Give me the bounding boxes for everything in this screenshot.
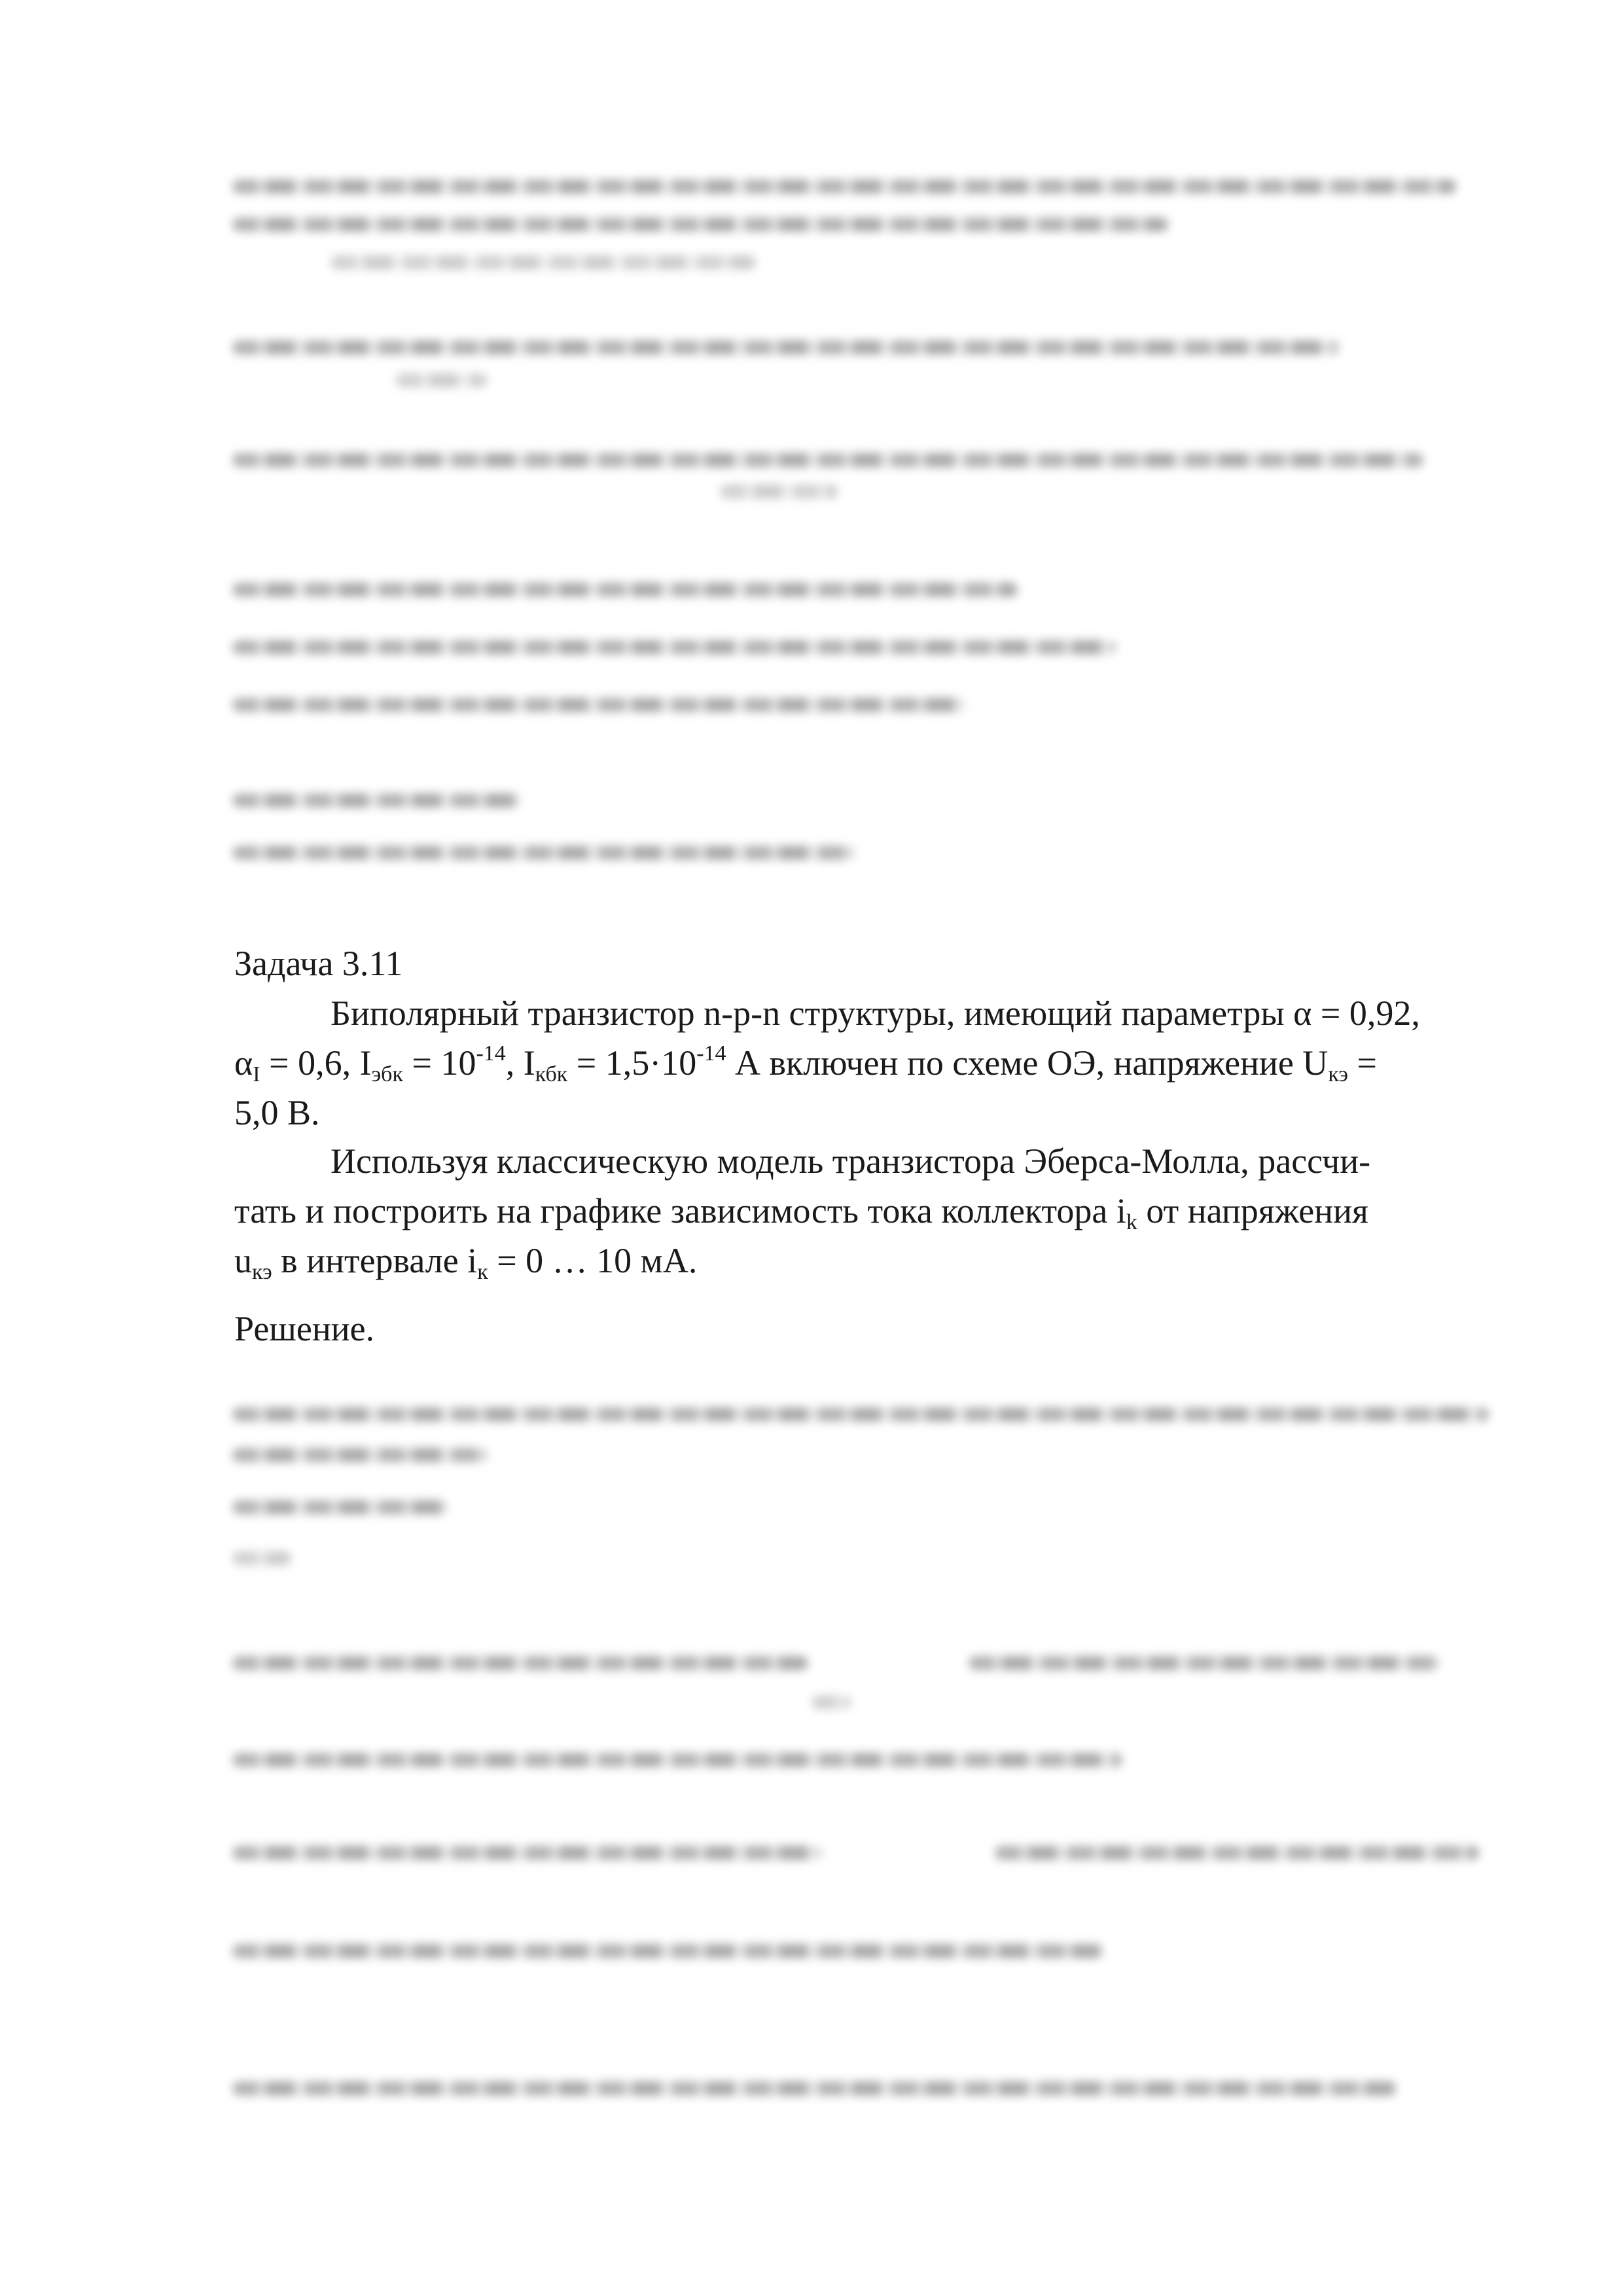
uke-subscript: кэ [252,1260,272,1284]
alpha-symbol: α [234,1043,253,1083]
param-text: А включен по схеме ОЭ, напряжение U [726,1043,1329,1083]
problem-paragraph-2-line-3 [234,1234,697,1287]
problem-title: Задача 3.11 [234,944,403,983]
task-text: = 0 … 10 мА. [488,1241,698,1280]
param-text: = [1347,1043,1377,1083]
iebk-subscript: эбк [371,1062,403,1086]
problem-paragraph-1-line-2 [234,1037,1377,1089]
ik-subscript: к [477,1260,488,1284]
problem-paragraph-2-line-1: Используя классическую модель транзистора Эберса-Молла, рассчи- [330,1141,1371,1181]
problem-paragraph-1-line-1: Биполярный транзистор n-p-n структуры, имеющий параметры α = 0,92, [330,994,1420,1033]
task-text: от напряжения [1137,1191,1368,1230]
problem-paragraph-2-line-2 [234,1185,1368,1237]
blurred-text-bottom [0,1388,1623,2173]
solution-heading: Решение. [234,1309,375,1348]
ikbk-subscript: кбк [535,1062,568,1086]
alpha-subscript: I [253,1062,260,1086]
param-text: = 0,6, I [260,1043,372,1083]
param-text: = 1,5·10 [567,1043,697,1083]
uke-subscript: кэ [1328,1062,1348,1086]
param-text: , I [505,1043,535,1083]
param-text: = 10 [402,1043,476,1083]
task-text: в интервале i [272,1241,478,1280]
iebk-exponent: -14 [476,1041,506,1066]
task-text: тать и построить на графике зависимость тока коллектора i [234,1191,1126,1230]
ik-subscript: k [1126,1210,1137,1234]
task-text: u [234,1241,252,1280]
problem-paragraph-1-line-3: 5,0 В. [234,1093,320,1132]
ikbk-exponent: -14 [696,1041,726,1066]
